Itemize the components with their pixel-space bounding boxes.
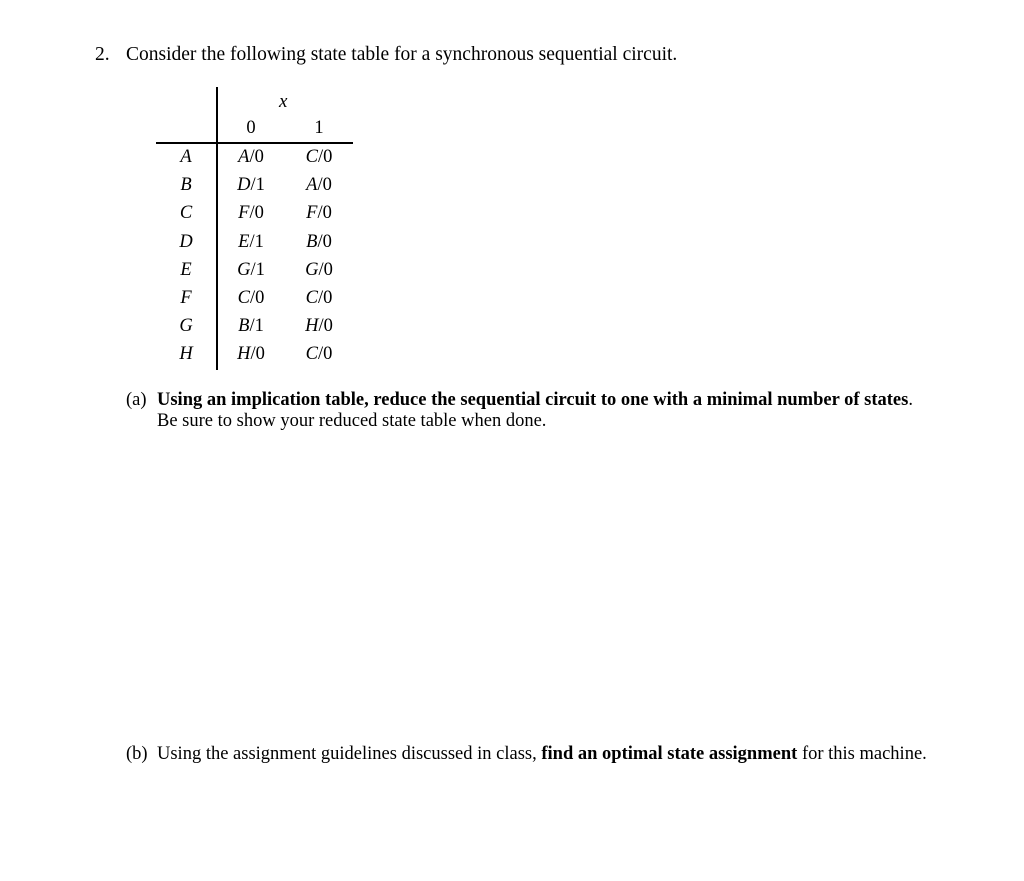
state-label: F (180, 288, 192, 308)
part-a-bold-text: Using an implication table, reduce the sequential circuit to one with a minimal number of states (157, 390, 909, 410)
next-state-x0 (221, 260, 281, 281)
output-value: /0 (317, 175, 332, 196)
next-state-x1 (289, 316, 349, 337)
input-variable-label: x (279, 91, 288, 112)
next-state-letter: D (237, 175, 251, 196)
state-label: E (180, 259, 192, 280)
output-value: /1 (250, 259, 265, 280)
table-row (0, 175, 400, 203)
part-b-text-before: Using the assignment guidelines discussed in class, (157, 744, 542, 764)
next-state-x1 (289, 147, 349, 168)
table-row (0, 316, 400, 344)
next-state-x0 (221, 344, 281, 365)
next-state-x1 (289, 260, 349, 281)
state-label: G (179, 316, 193, 337)
next-state-letter: G (305, 259, 319, 280)
output-value: /0 (317, 203, 332, 224)
output-value: /0 (249, 288, 265, 308)
next-state-x1 (289, 175, 349, 196)
next-state-letter: E (238, 231, 250, 252)
column-header-0: 0 (246, 118, 256, 138)
table-row (0, 147, 400, 175)
table-row (0, 344, 400, 372)
state-label: H (179, 344, 193, 365)
next-state-letter: C (305, 147, 318, 167)
part-b-bold-text: find an optimal state assignment (541, 744, 798, 764)
next-state-letter: F (306, 203, 318, 224)
next-state-letter: H (237, 344, 251, 365)
part-a-period: . (908, 390, 913, 410)
output-value: /1 (249, 316, 264, 337)
next-state-x1 (289, 203, 349, 224)
next-state-letter: A (238, 147, 250, 167)
output-value: /0 (250, 344, 265, 365)
next-state-x1 (289, 288, 349, 309)
output-value: /0 (317, 288, 333, 308)
next-state-x0 (221, 288, 281, 309)
next-state-letter: C (237, 288, 250, 308)
part-b-label: (b) (126, 744, 148, 764)
next-state-letter: C (305, 288, 318, 308)
state-label: A (180, 147, 192, 167)
next-state-x0 (221, 316, 281, 337)
next-state-x0 (221, 175, 281, 196)
table-horizontal-rule (156, 142, 353, 144)
state-label: C (179, 203, 193, 224)
table-row (0, 260, 400, 288)
next-state-x0 (221, 147, 281, 168)
part-b-text-after: for this machine. (797, 744, 927, 764)
output-value: /1 (249, 231, 264, 252)
part-a-label: (a) (126, 390, 147, 410)
output-value: /0 (317, 231, 332, 252)
output-value: /0 (318, 316, 333, 337)
table-row (0, 232, 400, 260)
table-row (0, 288, 400, 316)
output-value: /0 (249, 203, 264, 224)
table-row (0, 203, 400, 231)
next-state-x0 (221, 203, 281, 224)
question-number: 2. (95, 44, 110, 65)
next-state-letter: H (305, 316, 319, 337)
output-value: /1 (250, 175, 265, 196)
next-state-x0 (221, 232, 281, 253)
next-state-letter: B (306, 231, 318, 252)
output-value: /0 (249, 147, 264, 167)
part-a-instruction (157, 390, 913, 411)
next-state-x1 (289, 344, 349, 365)
state-label: D (179, 231, 193, 252)
next-state-letter: C (305, 344, 318, 365)
part-a-instruction-line2: Be sure to show your reduced state table when done. (157, 411, 547, 431)
next-state-letter: A (306, 175, 318, 196)
next-state-letter: B (238, 316, 250, 337)
column-header-1: 1 (314, 118, 324, 138)
next-state-letter: G (237, 259, 251, 280)
next-state-x1 (289, 232, 349, 253)
part-b-instruction (157, 744, 927, 765)
state-label: B (180, 175, 192, 196)
output-value: /0 (318, 259, 333, 280)
next-state-letter: F (238, 203, 250, 224)
question-text: Consider the following state table for a synchronous sequential circuit. (126, 44, 678, 65)
output-value: /0 (317, 147, 333, 167)
output-value: /0 (317, 344, 333, 365)
